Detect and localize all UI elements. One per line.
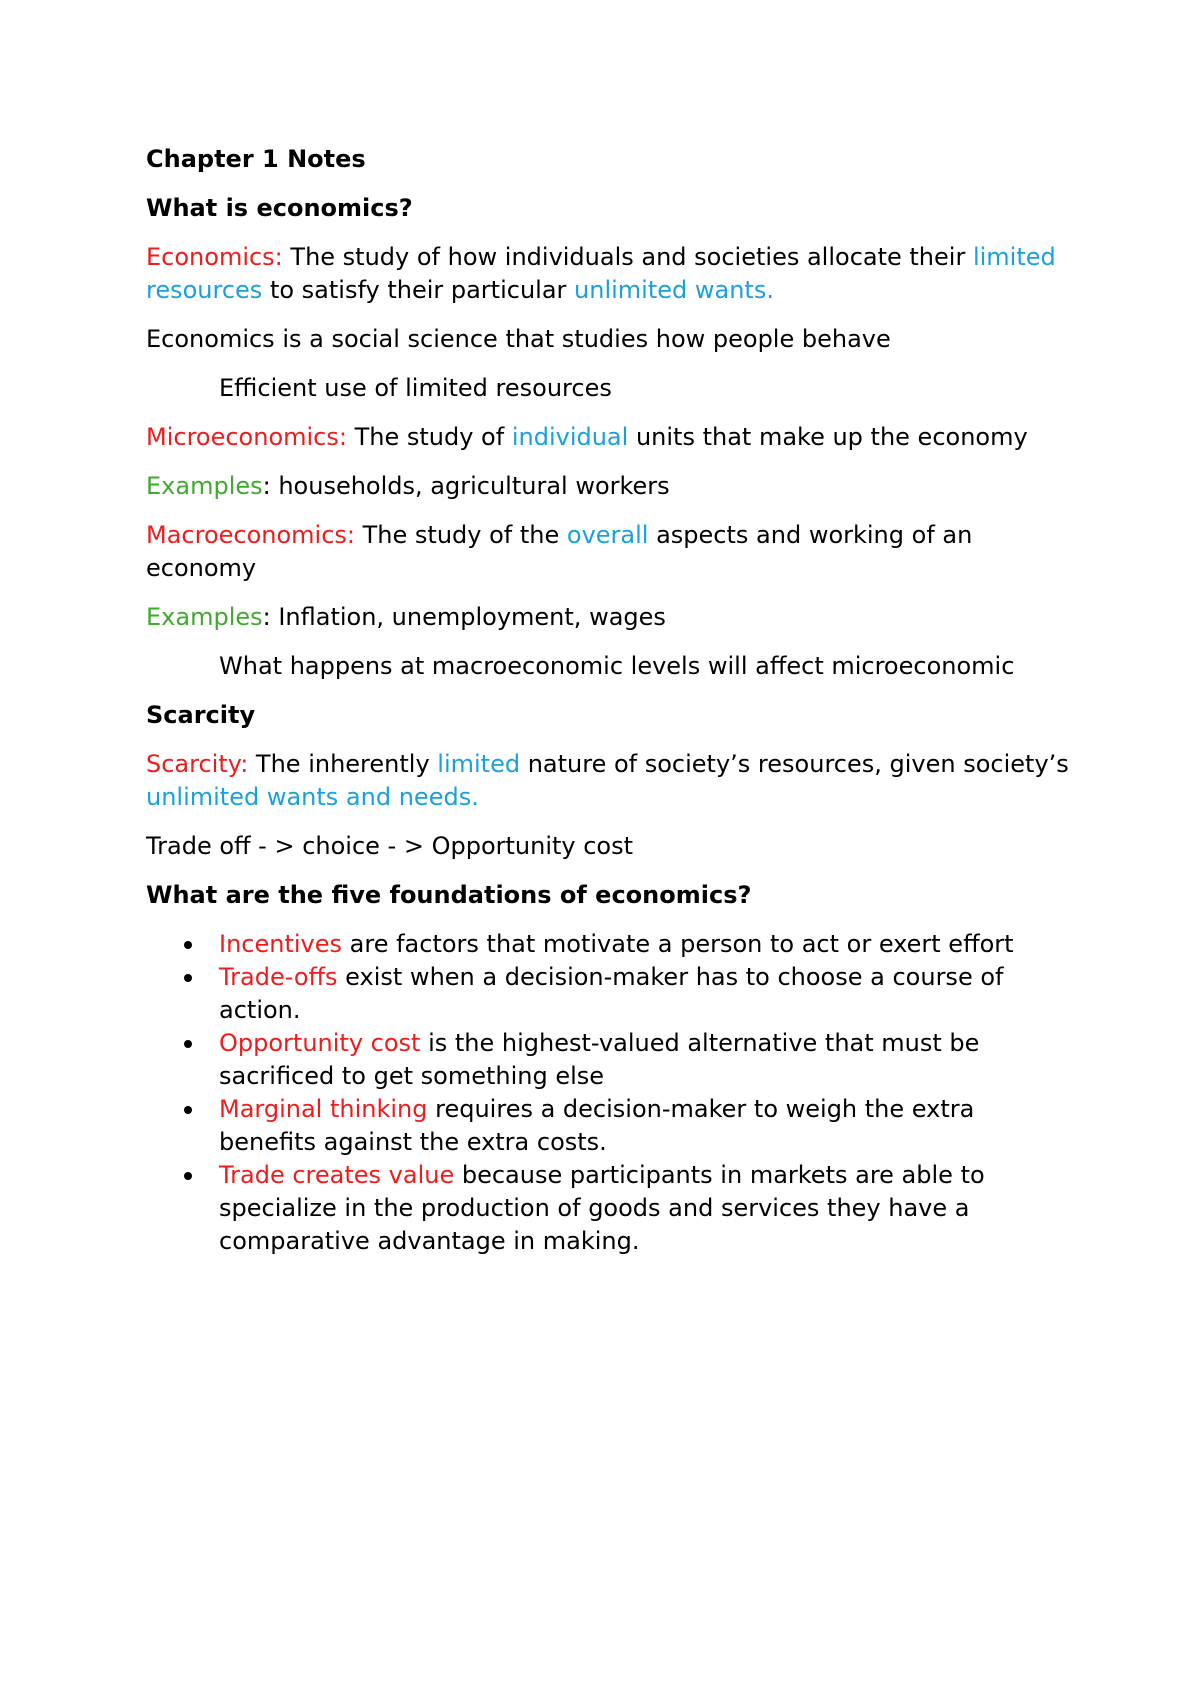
bullet-icon [184, 941, 192, 949]
list-item [146, 1159, 1076, 1258]
foundation-text: are factors that motivate a person to act or exert effort [342, 930, 1014, 958]
social-science-line: Economics is a social science that studies how people behave [146, 325, 891, 353]
term-scarcity: Scarcity: [146, 750, 249, 778]
highlight-limited-resources: limited resources [146, 243, 1056, 304]
scarcity-def-text-1: The inherently [248, 750, 438, 778]
heading-scarcity: Scarcity [146, 701, 256, 729]
scarcity-def-text-2: nature of society’s resources, given society’s [520, 750, 1069, 778]
foundation-term: Incentives [219, 930, 343, 958]
foundation-text: requires a decision-maker to weigh the extra benefits against the extra costs. [219, 1095, 975, 1156]
heading-what-is-economics: What is economics? [146, 194, 413, 222]
micro-examples-text: : households, agricultural workers [262, 472, 670, 500]
term-microeconomics: Microeconomics: [146, 423, 347, 451]
foundation-term: Trade-offs [219, 963, 338, 991]
foundation-term: Trade creates value [219, 1161, 455, 1189]
foundation-text: is the highest-valued alternative that must be sacrificed to get something else [219, 1029, 980, 1090]
bullet-icon [184, 1040, 192, 1048]
macro-affects-micro-line: What happens at macroeconomic levels will affect microeconomic [219, 652, 1015, 680]
foundations-list [146, 928, 1076, 1258]
list-item [146, 1093, 1076, 1159]
macro-def-text-1: The study of the [355, 521, 567, 549]
examples-label-macro: Examples [146, 603, 263, 631]
macro-examples [146, 601, 1076, 634]
highlight-limited: limited [437, 750, 521, 778]
list-item [146, 1027, 1076, 1093]
micro-def-text-1: The study of [346, 423, 512, 451]
bullet-icon [184, 974, 192, 982]
foundation-term: Opportunity cost [219, 1029, 421, 1057]
micro-def-text-2: units that make up the economy [628, 423, 1028, 451]
highlight-unlimited-wants-needs: unlimited wants and needs. [146, 783, 479, 811]
microeconomics-definition [146, 421, 1076, 454]
term-macroeconomics: Macroeconomics: [146, 521, 356, 549]
document-title: Chapter 1 Notes [146, 145, 366, 173]
document-page [146, 143, 1076, 1258]
bullet-icon [184, 1106, 192, 1114]
highlight-overall: overall [566, 521, 649, 549]
macro-def-text-2: aspects and working of an economy [146, 521, 973, 582]
list-item [146, 961, 1076, 1027]
macroeconomics-definition [146, 519, 1076, 585]
list-item [146, 928, 1076, 961]
term-economics: Economics: [146, 243, 283, 271]
examples-label-micro: Examples [146, 472, 263, 500]
bullet-icon [184, 1172, 192, 1180]
economics-def-text-1: The study of how individuals and societies allocate their [282, 243, 973, 271]
scarcity-definition [146, 748, 1076, 814]
foundation-term: Marginal thinking [219, 1095, 428, 1123]
highlight-individual: individual [511, 423, 629, 451]
micro-examples [146, 470, 1076, 503]
heading-five-foundations: What are the five foundations of economics? [146, 881, 752, 909]
foundation-text: exist when a decision-maker has to choose a course of action. [219, 963, 1004, 1024]
highlight-unlimited-wants: unlimited wants. [574, 276, 774, 304]
efficient-use-line: Efficient use of limited resources [219, 374, 612, 402]
tradeoff-chain-line: Trade off - > choice - > Opportunity cost [146, 832, 634, 860]
foundation-text: because participants in markets are able to specialize in the production of goods and services they have a comparative advantage in making. [219, 1161, 985, 1255]
economics-def-text-2: to satisfy their particular [262, 276, 575, 304]
economics-definition [146, 241, 1076, 307]
macro-examples-text: : Inflation, unemployment, wages [262, 603, 666, 631]
